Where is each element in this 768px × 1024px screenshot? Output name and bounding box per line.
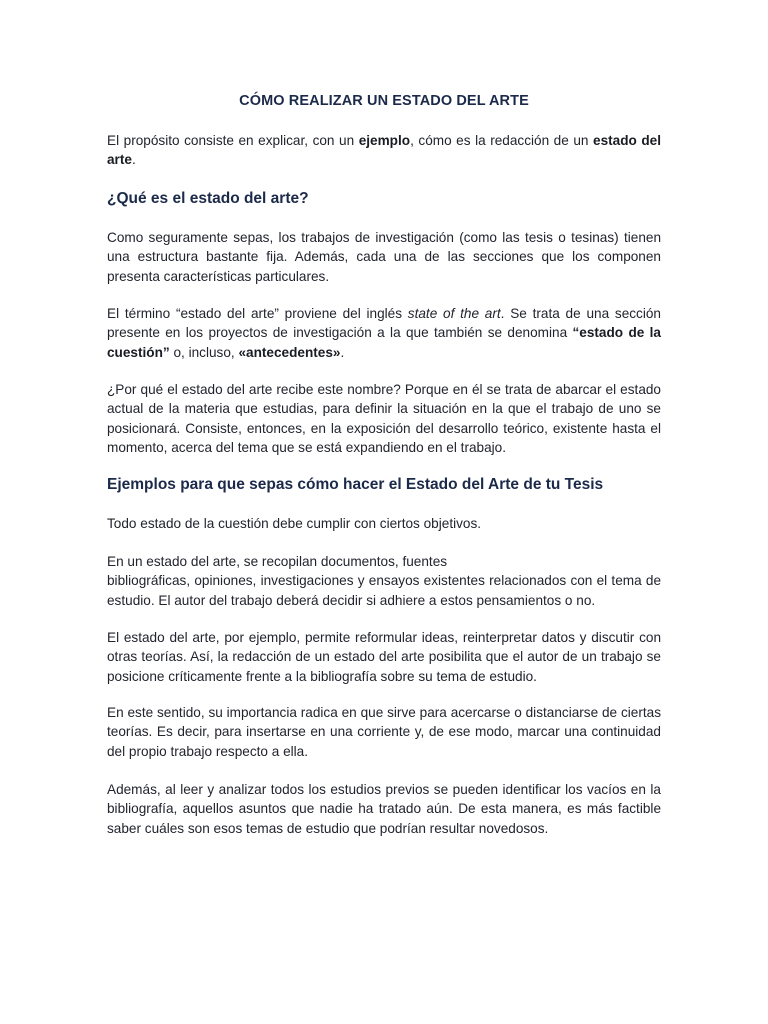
section2-paragraph-1: Todo estado de la cuestión debe cumplir con ciertos objetivos.	[107, 516, 482, 531]
p2-italic-state-of-the-art: state of the art	[407, 306, 501, 321]
p2-line-rest: bibliográficas, opiniones, investigaciones y ensayos existentes relacionados con el tema de estudio. El autor del trabajo deberá decidir si adhiere a estos pensamientos o no.	[107, 573, 661, 608]
section-heading-ejemplos: Ejemplos para que sepas cómo hacer el Estado del Arte de tu Tesis	[107, 476, 604, 493]
section-heading-que-es: ¿Qué es el estado del arte?	[107, 190, 309, 207]
section2-paragraph-3: El estado del arte, por ejemplo, permite reformular ideas, reinterpretar datos y discutir con otras teorías. Así, la redacción de un estado del arte posibilita que el autor de un trabajo se posicione críticamente frente a la bibliografía sobre su tema de estudio.	[107, 630, 661, 684]
section1-paragraph-3: ¿Por qué el estado del arte recibe este nombre? Porque en él se trata de abarcar el estado actual de la materia que estudias, para definir la situación en la que el trabajo de uno se posicionará. Consiste, entonces, en la exposición del desarrollo teórico, existente hasta el momento, acerca del tema que se está expandiendo en el trabajo.	[107, 382, 661, 455]
section2-paragraph-4: En este sentido, su importancia radica en que sirve para acercarse o distanciarse de ciertas teorías. Es decir, para insertarse en una corriente y, de ese modo, marcar una continuidad del propio trabajo respecto a ella.	[107, 705, 661, 759]
p2-text-4: .	[340, 344, 345, 360]
intro-text-2: , cómo es la redacción de un	[410, 133, 594, 148]
p2-bold-estado-de-la-cuestion: “estado de la cuestión”	[107, 325, 661, 360]
section1-paragraph-2	[107, 304, 661, 362]
p2-line-1: En un estado del arte, se recopilan documentos, fuentes	[107, 554, 448, 569]
intro-text-3: .	[131, 152, 136, 168]
document-title: CÓMO REALIZAR UN ESTADO DEL ARTE	[239, 93, 529, 109]
section2-paragraph-5: Además, al leer y analizar todos los estudios previos se pueden identificar los vacíos en la bibliografía, aquellos asuntos que nadie ha tratado aún. De esta manera, es más factible saber cuáles son esos temas de estudio que podrían resultar novedosos.	[107, 782, 661, 836]
section1-paragraph-1: Como seguramente sepas, los trabajos de investigación (como las tesis o tesinas) tienen una estructura bastante fija. Además, cada una de las secciones que los componen presenta características particulares.	[107, 230, 661, 284]
intro-text-1: El propósito consiste en explicar, con un	[107, 133, 359, 148]
intro-bold-ejemplo: ejemplo	[358, 133, 411, 148]
p2-text-1: El término “estado del arte” proviene del inglés	[107, 306, 408, 321]
p2-bold-antecedentes: «antecedentes»	[238, 344, 341, 360]
p2-text-2: . Se trata de una sección presente en los proyectos de investigación a la que también se denomina	[107, 306, 661, 341]
intro-paragraph	[107, 131, 661, 170]
p2-text-3: o, incluso,	[169, 344, 239, 360]
section2-paragraph-2	[107, 552, 661, 610]
intro-bold-estado-del-arte: estado del arte	[107, 133, 662, 168]
